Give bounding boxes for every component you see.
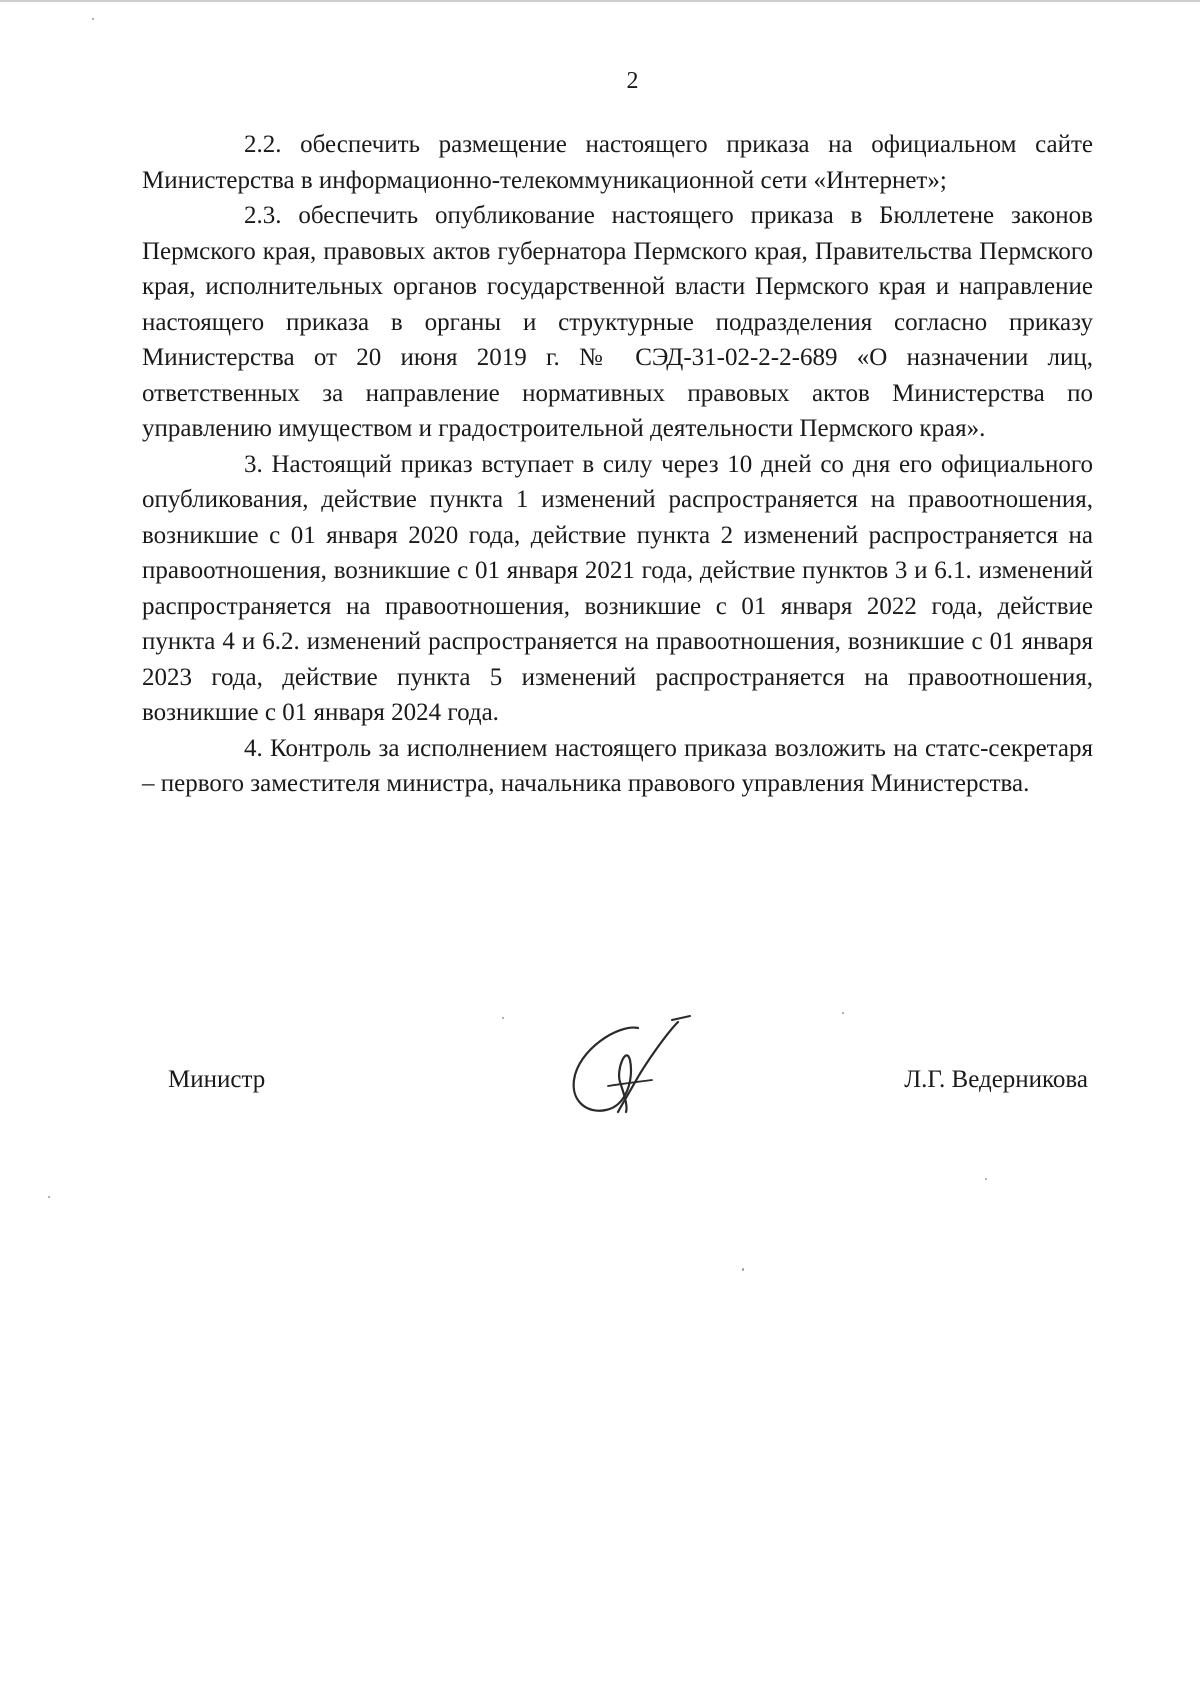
paragraph-4: 4. Контроль за исполнением настоящего приказа возложить на статс-секретаря – первого заместителя министра, начальника правового управления Министерства. bbox=[142, 734, 1093, 797]
document-body bbox=[142, 127, 1093, 802]
scan-speck bbox=[502, 1017, 504, 1019]
page-number: 2 bbox=[626, 68, 639, 94]
signatory-title: Министр bbox=[168, 1066, 266, 1093]
scan-top-edge bbox=[0, 0, 1200, 2]
handwritten-signature bbox=[568, 1010, 708, 1115]
scan-speck bbox=[842, 1012, 844, 1014]
scan-speck bbox=[48, 1196, 50, 1198]
signatory-name: Л.Г. Ведерникова bbox=[904, 1066, 1088, 1093]
scan-speck bbox=[742, 1268, 744, 1271]
paragraph-2-3: 2.3. обеспечить опубликование настоящего приказа в Бюллетене законов Пермского края, правовых актов губернатора Пермского края, Правительства Пермского края, исполнительных органов государственной власти Пермского края и направление настоящего приказа в органы и структурные подразделения согласно приказу Министерства от 20 июня 2019 г. № СЭД-31-02-2-2-689 «О назначении лиц, ответственных за направление нормативных правовых актов Министерства по управлению имуществом и градостроительной деятельности Пермского края». bbox=[142, 202, 1093, 442]
scan-speck bbox=[92, 18, 94, 20]
paragraph-3: 3. Настоящий приказ вступает в силу через 10 дней со дня его официального опубликования, действие пункта 1 изменений распространяется на правоотношения, возникшие с 01 января 2020 года, действие пункта 2 изменений распространяется на правоотношения, возникшие с 01 января 2021 года, действие пунктов 3 и 6.1. изменений распространяется на правоотношения, возникшие с 01 января 2022 года, действие пункта 4 и 6.2. изменений распространяется на правоотношения, возникшие с 01 января 2023 года, действие пункта 5 изменений распространяется на правоотношения, возникшие с 01 января 2024 года. bbox=[142, 450, 1093, 726]
scan-speck bbox=[985, 1178, 987, 1180]
paragraph-2-2: 2.2. обеспечить размещение настоящего приказа на официальном сайте Министерства в информационно-телекоммуникационной сети «Интернет»; bbox=[142, 131, 1093, 194]
